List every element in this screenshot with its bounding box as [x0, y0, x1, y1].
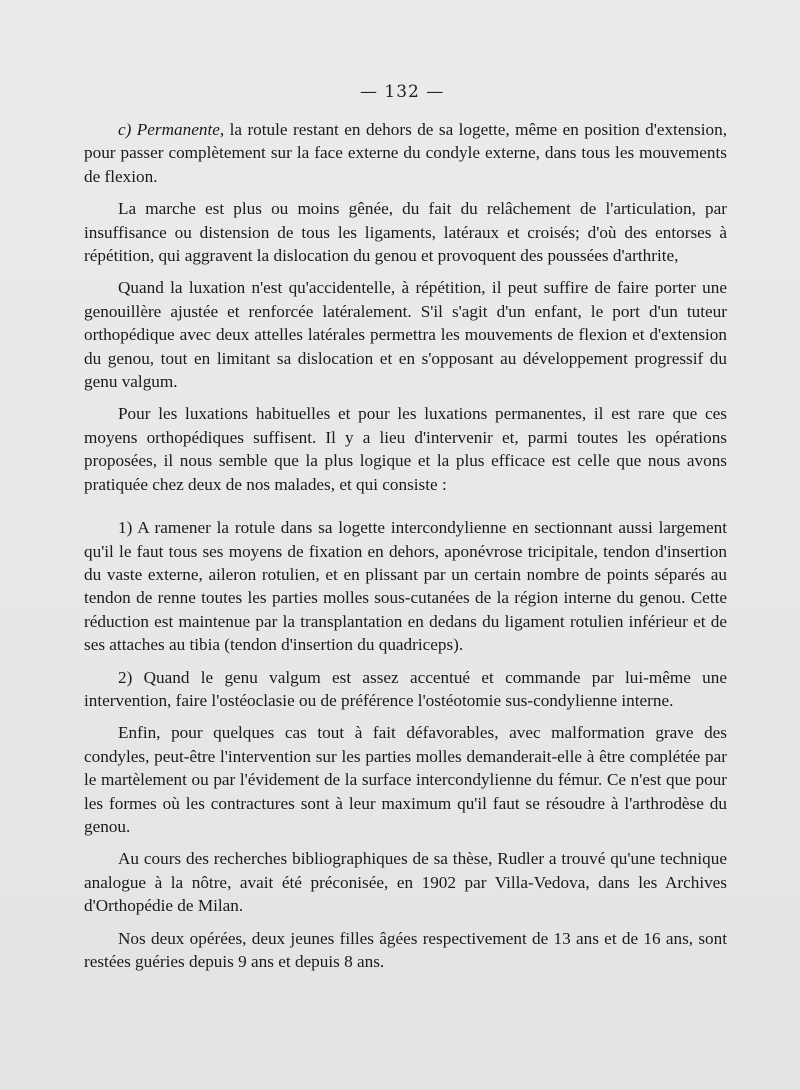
paragraph-luxation-accidentelle: Quand la luxation n'est qu'accidentelle, à répétition, il peut suffire de faire porter une genouillère ajustée et renforcée latéralement. S'il s'agit d'un enfant, le port d'un tuteur orthopédique avec deux attelles latérales permettra les mouvements de flexion et d'extension du genou, tout en limitant sa dislocation et en s'opposant au développement progressif du genu valgum. [84, 278, 727, 392]
paragraph-step-1: 1) A ramener la rotule dans sa logette intercondylienne en sectionnant aussi largement qu'il le faut tous ses moyens de fixation en dehors, aponévrose tricipitale, tendon d'insertion du vaste externe, aileron rotulien, et en plissant par un certain nombre de points séparés au tendon de renne toutes les parties molles sous-cutanées de la région interne du genou. Cette réduction est maintenue par la transplantation en dedans du ligament rotulien inférieur et de ses attaches au tibia (tendon d'insertion du quadriceps). [84, 518, 727, 655]
paragraph-enfin: Enfin, pour quelques cas tout à fait défavorables, avec malformation grave des condyles, peut-être l'intervention sur les parties molles demanderait-elle à être complétée par le martèlement ou par l'évidement de la surface intercondylienne du fémur. Ce n'est que pour les formes où les contractures sont à leur maximum qu'il faut se résoudre à l'arthrodèse du genou. [84, 723, 727, 836]
paragraph-text: la rotule restant en dehors de sa logette, même en position d'extension, pour passer complètement sur la face externe du condyle externe, dans tous les mouvements de flexion. [84, 120, 727, 186]
body-text [84, 118, 727, 982]
paragraph-rudler: Au cours des recherches bibliographiques de sa thèse, Rudler a trouvé qu'une technique analogue à la nôtre, avait été préconisée, en 1902 par Villa-Vedova, dans les Archives d'Orthopédie de Milan. [84, 849, 727, 916]
paragraph-intervention: Pour les luxations habituelles et pour les luxations permanentes, il est rare que ces moyens orthopédiques suffisent. Il y a lieu d'intervenir et, parmi toutes les opérations proposées, il nous semble que la plus logique et la plus efficace est celle que nous avons pratiquée chez deux de nos malades, et qui consiste : [84, 404, 727, 494]
paragraph-permanente [84, 118, 727, 188]
page-number: — 132 — [360, 82, 445, 102]
paragraph-step-2: 2) Quand le genu valgum est assez accentué et commande par lui-même une intervention, faire l'ostéoclasie ou de préférence l'ostéotomie sus-condylienne interne. [84, 667, 727, 710]
paragraph-lead: c) Permanente, [118, 120, 225, 139]
paragraph-marche: La marche est plus ou moins gênée, du fait du relâchement de l'articulation, par insuffisance ou distension de tous les ligaments, latéraux et croisés; d'où des entorses à répétition, qui aggravent la dislocation du genou et provoquent des poussées d'arthrite, [84, 199, 727, 266]
paragraph-operees: Nos deux opérées, deux jeunes filles âgées respectivement de 13 ans et de 16 ans, sont restées guéries depuis 9 ans et depuis 8 ans. [84, 928, 727, 971]
